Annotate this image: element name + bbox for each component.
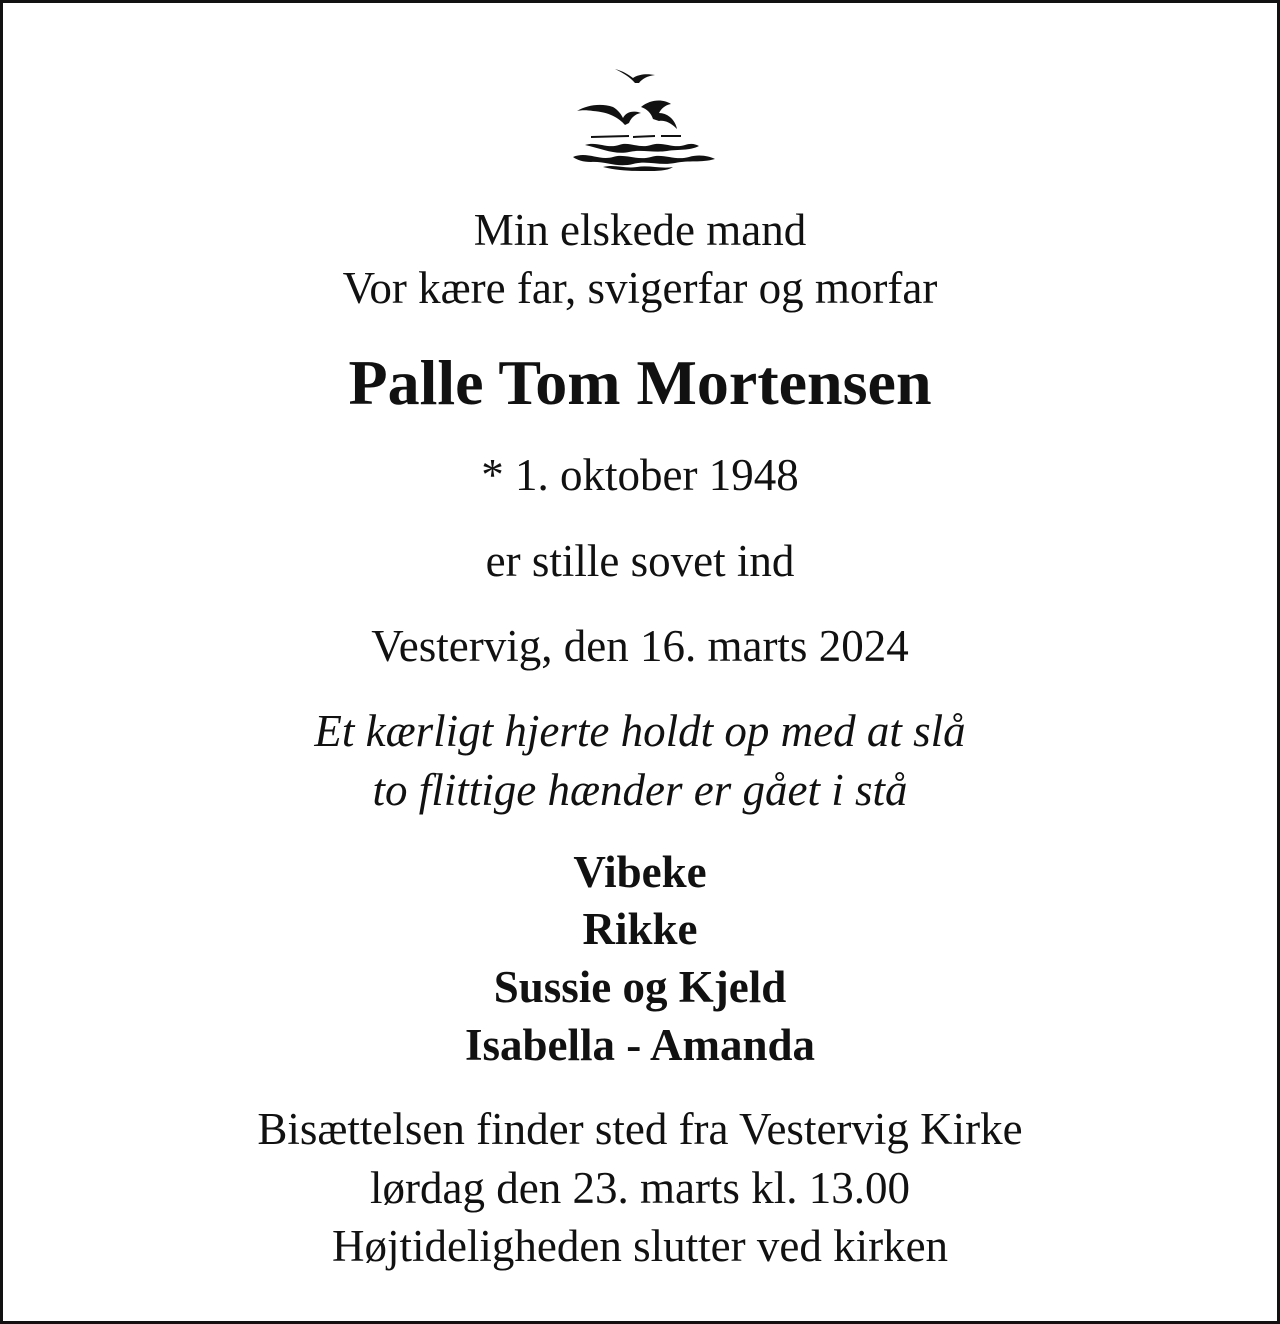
funeral-info-line: Bisættelsen finder sted fra Vestervig Kirke bbox=[257, 1104, 1023, 1154]
birth-date: * 1. oktober 1948 bbox=[481, 450, 799, 500]
place-and-date: Vestervig, den 16. marts 2024 bbox=[371, 621, 909, 671]
seagulls-over-waves-icon bbox=[563, 63, 723, 173]
verse-line: Et kærligt hjerte holdt op med at slå bbox=[314, 706, 966, 756]
verse-line: to flittige hænder er gået i stå bbox=[372, 765, 908, 815]
family-name: Isabella - Amanda bbox=[464, 1020, 816, 1070]
passed-text: er stille sovet ind bbox=[485, 536, 795, 586]
deceased-name: Palle Tom Mortensen bbox=[348, 347, 932, 418]
family-name: Sussie og Kjeld bbox=[493, 962, 787, 1012]
family-name: Vibeke bbox=[573, 847, 707, 897]
intro-line: Min elskede mand bbox=[473, 205, 807, 255]
funeral-info-line: lørdag den 23. marts kl. 13.00 bbox=[370, 1163, 910, 1213]
family-name: Rikke bbox=[582, 904, 698, 954]
intro-line: Vor kære far, svigerfar og morfar bbox=[342, 263, 938, 313]
funeral-info-line: Højtideligheden slutter ved kirken bbox=[331, 1221, 949, 1271]
